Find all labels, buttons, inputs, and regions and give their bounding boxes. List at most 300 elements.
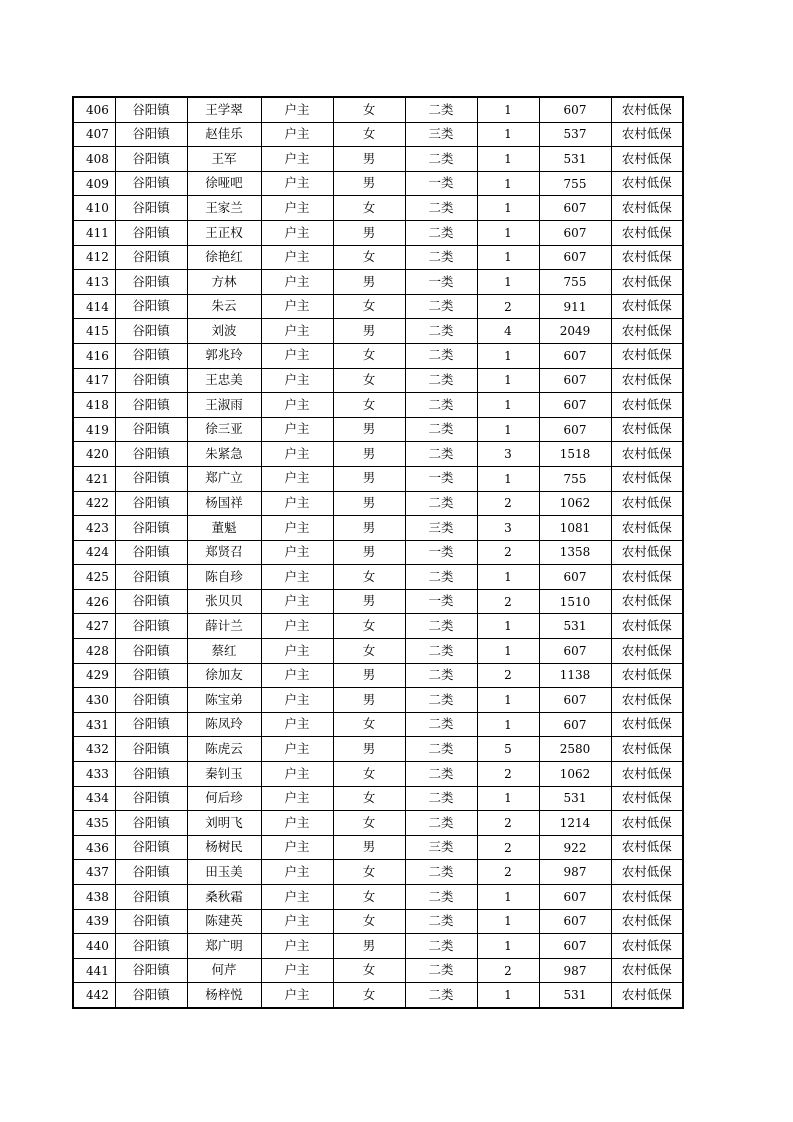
amount-cell: 1214	[539, 811, 611, 836]
name-cell: 桑秋霜	[187, 885, 261, 910]
gender-cell: 男	[333, 934, 405, 959]
category-cell: 一类	[405, 171, 477, 196]
table-row	[73, 958, 683, 983]
assistance-type-cell: 农村低保	[611, 589, 683, 614]
row-number-cell: 429	[73, 663, 115, 688]
row-number-cell: 413	[73, 270, 115, 295]
amount-cell: 911	[539, 294, 611, 319]
row-number-cell: 440	[73, 934, 115, 959]
table-row	[73, 466, 683, 491]
name-cell: 田玉美	[187, 860, 261, 885]
gender-cell: 女	[333, 196, 405, 221]
amount-cell: 607	[539, 368, 611, 393]
row-number-cell: 427	[73, 614, 115, 639]
town-cell: 谷阳镇	[115, 614, 187, 639]
name-cell: 王家兰	[187, 196, 261, 221]
category-cell: 二类	[405, 811, 477, 836]
town-cell: 谷阳镇	[115, 663, 187, 688]
town-cell: 谷阳镇	[115, 220, 187, 245]
row-number-cell: 409	[73, 171, 115, 196]
town-cell: 谷阳镇	[115, 860, 187, 885]
assistance-type-cell: 农村低保	[611, 909, 683, 934]
household-size-cell: 2	[477, 958, 539, 983]
relation-cell: 户主	[261, 712, 333, 737]
household-size-cell: 2	[477, 860, 539, 885]
amount-cell: 1358	[539, 540, 611, 565]
gender-cell: 女	[333, 97, 405, 122]
assistance-type-cell: 农村低保	[611, 762, 683, 787]
table-row	[73, 245, 683, 270]
amount-cell: 531	[539, 147, 611, 172]
table-row	[73, 220, 683, 245]
relation-cell: 户主	[261, 958, 333, 983]
household-size-cell: 1	[477, 122, 539, 147]
gender-cell: 男	[333, 491, 405, 516]
relation-cell: 户主	[261, 811, 333, 836]
amount-cell: 2580	[539, 737, 611, 762]
relation-cell: 户主	[261, 491, 333, 516]
row-number-cell: 423	[73, 516, 115, 541]
row-number-cell: 425	[73, 565, 115, 590]
amount-cell: 922	[539, 835, 611, 860]
assistance-type-cell: 农村低保	[611, 958, 683, 983]
table-body	[73, 97, 683, 1008]
name-cell: 徐三亚	[187, 417, 261, 442]
relation-cell: 户主	[261, 663, 333, 688]
relation-cell: 户主	[261, 294, 333, 319]
table-row	[73, 368, 683, 393]
category-cell: 二类	[405, 958, 477, 983]
assistance-type-cell: 农村低保	[611, 245, 683, 270]
household-size-cell: 1	[477, 934, 539, 959]
town-cell: 谷阳镇	[115, 417, 187, 442]
category-cell: 二类	[405, 368, 477, 393]
relation-cell: 户主	[261, 639, 333, 664]
household-size-cell: 1	[477, 196, 539, 221]
assistance-type-cell: 农村低保	[611, 122, 683, 147]
table-row	[73, 319, 683, 344]
household-size-cell: 3	[477, 516, 539, 541]
relation-cell: 户主	[261, 319, 333, 344]
category-cell: 二类	[405, 909, 477, 934]
relation-cell: 户主	[261, 368, 333, 393]
household-size-cell: 3	[477, 442, 539, 467]
town-cell: 谷阳镇	[115, 540, 187, 565]
gender-cell: 男	[333, 319, 405, 344]
relation-cell: 户主	[261, 343, 333, 368]
category-cell: 二类	[405, 220, 477, 245]
gender-cell: 女	[333, 958, 405, 983]
name-cell: 王正权	[187, 220, 261, 245]
assistance-type-cell: 农村低保	[611, 442, 683, 467]
assistance-type-cell: 农村低保	[611, 639, 683, 664]
town-cell: 谷阳镇	[115, 97, 187, 122]
category-cell: 三类	[405, 122, 477, 147]
amount-cell: 531	[539, 983, 611, 1008]
assistance-type-cell: 农村低保	[611, 97, 683, 122]
name-cell: 徐艳红	[187, 245, 261, 270]
household-size-cell: 1	[477, 614, 539, 639]
name-cell: 陈建英	[187, 909, 261, 934]
assistance-type-cell: 农村低保	[611, 343, 683, 368]
name-cell: 方林	[187, 270, 261, 295]
row-number-cell: 428	[73, 639, 115, 664]
row-number-cell: 426	[73, 589, 115, 614]
town-cell: 谷阳镇	[115, 835, 187, 860]
name-cell: 郑广立	[187, 466, 261, 491]
table-row	[73, 811, 683, 836]
amount-cell: 1081	[539, 516, 611, 541]
gender-cell: 男	[333, 516, 405, 541]
household-size-cell: 1	[477, 270, 539, 295]
name-cell: 薛计兰	[187, 614, 261, 639]
gender-cell: 女	[333, 983, 405, 1008]
category-cell: 二类	[405, 393, 477, 418]
assistance-type-cell: 农村低保	[611, 860, 683, 885]
town-cell: 谷阳镇	[115, 393, 187, 418]
row-number-cell: 441	[73, 958, 115, 983]
assistance-type-cell: 农村低保	[611, 368, 683, 393]
town-cell: 谷阳镇	[115, 885, 187, 910]
name-cell: 朱云	[187, 294, 261, 319]
town-cell: 谷阳镇	[115, 958, 187, 983]
gender-cell: 男	[333, 171, 405, 196]
table-row	[73, 491, 683, 516]
amount-cell: 755	[539, 270, 611, 295]
category-cell: 二类	[405, 712, 477, 737]
category-cell: 二类	[405, 934, 477, 959]
amount-cell: 1510	[539, 589, 611, 614]
row-number-cell: 414	[73, 294, 115, 319]
relation-cell: 户主	[261, 122, 333, 147]
amount-cell: 755	[539, 466, 611, 491]
amount-cell: 607	[539, 220, 611, 245]
table-row	[73, 885, 683, 910]
gender-cell: 男	[333, 147, 405, 172]
row-number-cell: 433	[73, 762, 115, 787]
town-cell: 谷阳镇	[115, 171, 187, 196]
town-cell: 谷阳镇	[115, 688, 187, 713]
row-number-cell: 422	[73, 491, 115, 516]
town-cell: 谷阳镇	[115, 196, 187, 221]
assistance-type-cell: 农村低保	[611, 934, 683, 959]
row-number-cell: 437	[73, 860, 115, 885]
household-size-cell: 1	[477, 147, 539, 172]
row-number-cell: 411	[73, 220, 115, 245]
name-cell: 刘明飞	[187, 811, 261, 836]
amount-cell: 607	[539, 934, 611, 959]
amount-cell: 531	[539, 786, 611, 811]
amount-cell: 987	[539, 860, 611, 885]
assistance-type-cell: 农村低保	[611, 688, 683, 713]
town-cell: 谷阳镇	[115, 491, 187, 516]
table-row	[73, 516, 683, 541]
name-cell: 赵佳乐	[187, 122, 261, 147]
name-cell: 郑贤召	[187, 540, 261, 565]
town-cell: 谷阳镇	[115, 786, 187, 811]
household-size-cell: 1	[477, 639, 539, 664]
category-cell: 二类	[405, 565, 477, 590]
gender-cell: 女	[333, 294, 405, 319]
household-size-cell: 1	[477, 417, 539, 442]
relation-cell: 户主	[261, 589, 333, 614]
row-number-cell: 434	[73, 786, 115, 811]
relation-cell: 户主	[261, 909, 333, 934]
gender-cell: 女	[333, 245, 405, 270]
assistance-type-cell: 农村低保	[611, 712, 683, 737]
table-row	[73, 393, 683, 418]
gender-cell: 女	[333, 762, 405, 787]
row-number-cell: 417	[73, 368, 115, 393]
gender-cell: 男	[333, 442, 405, 467]
household-size-cell: 1	[477, 171, 539, 196]
assistance-type-cell: 农村低保	[611, 540, 683, 565]
name-cell: 陈宝弟	[187, 688, 261, 713]
name-cell: 张贝贝	[187, 589, 261, 614]
table-row	[73, 860, 683, 885]
category-cell: 三类	[405, 516, 477, 541]
amount-cell: 1518	[539, 442, 611, 467]
relation-cell: 户主	[261, 934, 333, 959]
row-number-cell: 432	[73, 737, 115, 762]
amount-cell: 607	[539, 417, 611, 442]
town-cell: 谷阳镇	[115, 516, 187, 541]
assistance-type-cell: 农村低保	[611, 786, 683, 811]
amount-cell: 607	[539, 97, 611, 122]
household-size-cell: 2	[477, 491, 539, 516]
relation-cell: 户主	[261, 983, 333, 1008]
relation-cell: 户主	[261, 270, 333, 295]
assistance-type-cell: 农村低保	[611, 294, 683, 319]
category-cell: 二类	[405, 737, 477, 762]
row-number-cell: 418	[73, 393, 115, 418]
table-row	[73, 97, 683, 122]
gender-cell: 男	[333, 270, 405, 295]
gender-cell: 女	[333, 343, 405, 368]
town-cell: 谷阳镇	[115, 712, 187, 737]
town-cell: 谷阳镇	[115, 368, 187, 393]
relation-cell: 户主	[261, 835, 333, 860]
name-cell: 王忠美	[187, 368, 261, 393]
household-size-cell: 1	[477, 565, 539, 590]
row-number-cell: 410	[73, 196, 115, 221]
category-cell: 一类	[405, 466, 477, 491]
assistance-table	[72, 96, 684, 1009]
table-row	[73, 540, 683, 565]
name-cell: 徐加友	[187, 663, 261, 688]
amount-cell: 537	[539, 122, 611, 147]
name-cell: 陈虎云	[187, 737, 261, 762]
relation-cell: 户主	[261, 885, 333, 910]
amount-cell: 607	[539, 639, 611, 664]
gender-cell: 女	[333, 393, 405, 418]
household-size-cell: 2	[477, 811, 539, 836]
gender-cell: 女	[333, 786, 405, 811]
row-number-cell: 419	[73, 417, 115, 442]
relation-cell: 户主	[261, 245, 333, 270]
assistance-type-cell: 农村低保	[611, 835, 683, 860]
relation-cell: 户主	[261, 442, 333, 467]
relation-cell: 户主	[261, 171, 333, 196]
category-cell: 二类	[405, 491, 477, 516]
table-row	[73, 565, 683, 590]
row-number-cell: 436	[73, 835, 115, 860]
name-cell: 董魁	[187, 516, 261, 541]
category-cell: 二类	[405, 663, 477, 688]
gender-cell: 男	[333, 835, 405, 860]
household-size-cell: 1	[477, 909, 539, 934]
town-cell: 谷阳镇	[115, 983, 187, 1008]
town-cell: 谷阳镇	[115, 811, 187, 836]
assistance-type-cell: 农村低保	[611, 196, 683, 221]
assistance-type-cell: 农村低保	[611, 171, 683, 196]
household-size-cell: 2	[477, 540, 539, 565]
household-size-cell: 1	[477, 393, 539, 418]
category-cell: 二类	[405, 294, 477, 319]
row-number-cell: 424	[73, 540, 115, 565]
table-row	[73, 417, 683, 442]
assistance-type-cell: 农村低保	[611, 319, 683, 344]
amount-cell: 1062	[539, 491, 611, 516]
town-cell: 谷阳镇	[115, 270, 187, 295]
row-number-cell: 416	[73, 343, 115, 368]
name-cell: 朱紧急	[187, 442, 261, 467]
assistance-type-cell: 农村低保	[611, 983, 683, 1008]
gender-cell: 男	[333, 589, 405, 614]
assistance-type-cell: 农村低保	[611, 663, 683, 688]
town-cell: 谷阳镇	[115, 319, 187, 344]
gender-cell: 女	[333, 614, 405, 639]
relation-cell: 户主	[261, 762, 333, 787]
name-cell: 何后珍	[187, 786, 261, 811]
household-size-cell: 2	[477, 294, 539, 319]
relation-cell: 户主	[261, 540, 333, 565]
table-row	[73, 147, 683, 172]
gender-cell: 女	[333, 712, 405, 737]
assistance-type-cell: 农村低保	[611, 491, 683, 516]
town-cell: 谷阳镇	[115, 934, 187, 959]
table-row	[73, 786, 683, 811]
row-number-cell: 421	[73, 466, 115, 491]
town-cell: 谷阳镇	[115, 147, 187, 172]
row-number-cell: 442	[73, 983, 115, 1008]
gender-cell: 男	[333, 540, 405, 565]
household-size-cell: 1	[477, 245, 539, 270]
table-row	[73, 762, 683, 787]
table-row	[73, 343, 683, 368]
town-cell: 谷阳镇	[115, 122, 187, 147]
assistance-type-cell: 农村低保	[611, 516, 683, 541]
household-size-cell: 1	[477, 983, 539, 1008]
household-size-cell: 2	[477, 835, 539, 860]
town-cell: 谷阳镇	[115, 909, 187, 934]
category-cell: 二类	[405, 196, 477, 221]
relation-cell: 户主	[261, 565, 333, 590]
assistance-type-cell: 农村低保	[611, 147, 683, 172]
category-cell: 二类	[405, 786, 477, 811]
category-cell: 二类	[405, 417, 477, 442]
household-size-cell: 1	[477, 786, 539, 811]
assistance-type-cell: 农村低保	[611, 393, 683, 418]
town-cell: 谷阳镇	[115, 639, 187, 664]
row-number-cell: 412	[73, 245, 115, 270]
row-number-cell: 431	[73, 712, 115, 737]
category-cell: 二类	[405, 245, 477, 270]
category-cell: 二类	[405, 343, 477, 368]
household-size-cell: 1	[477, 368, 539, 393]
household-size-cell: 2	[477, 589, 539, 614]
amount-cell: 607	[539, 343, 611, 368]
amount-cell: 531	[539, 614, 611, 639]
assistance-type-cell: 农村低保	[611, 270, 683, 295]
assistance-type-cell: 农村低保	[611, 811, 683, 836]
table-row	[73, 589, 683, 614]
household-size-cell: 1	[477, 712, 539, 737]
table-container	[72, 96, 684, 1009]
table-row	[73, 196, 683, 221]
assistance-type-cell: 农村低保	[611, 220, 683, 245]
table-row	[73, 270, 683, 295]
category-cell: 二类	[405, 885, 477, 910]
relation-cell: 户主	[261, 220, 333, 245]
town-cell: 谷阳镇	[115, 343, 187, 368]
table-row	[73, 712, 683, 737]
category-cell: 二类	[405, 97, 477, 122]
name-cell: 刘波	[187, 319, 261, 344]
amount-cell: 755	[539, 171, 611, 196]
category-cell: 二类	[405, 860, 477, 885]
table-row	[73, 983, 683, 1008]
table-row	[73, 835, 683, 860]
amount-cell: 2049	[539, 319, 611, 344]
table-row	[73, 663, 683, 688]
amount-cell: 607	[539, 688, 611, 713]
relation-cell: 户主	[261, 147, 333, 172]
gender-cell: 男	[333, 737, 405, 762]
relation-cell: 户主	[261, 466, 333, 491]
name-cell: 蔡红	[187, 639, 261, 664]
town-cell: 谷阳镇	[115, 589, 187, 614]
name-cell: 杨国祥	[187, 491, 261, 516]
relation-cell: 户主	[261, 196, 333, 221]
relation-cell: 户主	[261, 860, 333, 885]
name-cell: 郭兆玲	[187, 343, 261, 368]
amount-cell: 607	[539, 565, 611, 590]
gender-cell: 女	[333, 885, 405, 910]
amount-cell: 607	[539, 196, 611, 221]
amount-cell: 607	[539, 885, 611, 910]
row-number-cell: 408	[73, 147, 115, 172]
town-cell: 谷阳镇	[115, 565, 187, 590]
household-size-cell: 2	[477, 762, 539, 787]
assistance-type-cell: 农村低保	[611, 417, 683, 442]
gender-cell: 女	[333, 122, 405, 147]
town-cell: 谷阳镇	[115, 245, 187, 270]
table-row	[73, 909, 683, 934]
town-cell: 谷阳镇	[115, 442, 187, 467]
category-cell: 三类	[405, 835, 477, 860]
category-cell: 一类	[405, 540, 477, 565]
category-cell: 二类	[405, 688, 477, 713]
assistance-type-cell: 农村低保	[611, 885, 683, 910]
gender-cell: 女	[333, 368, 405, 393]
name-cell: 王军	[187, 147, 261, 172]
gender-cell: 女	[333, 860, 405, 885]
table-row	[73, 294, 683, 319]
name-cell: 王学翠	[187, 97, 261, 122]
relation-cell: 户主	[261, 516, 333, 541]
table-row	[73, 122, 683, 147]
